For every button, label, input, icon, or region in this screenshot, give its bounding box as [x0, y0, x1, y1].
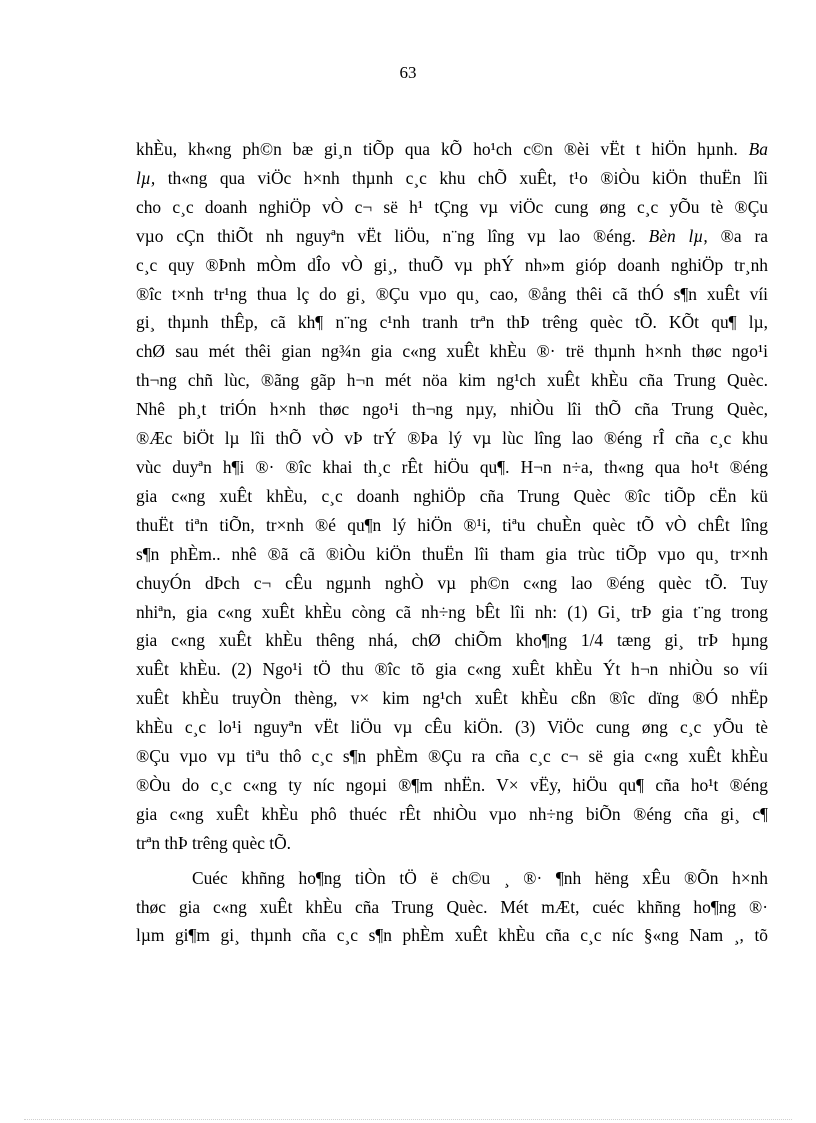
text-line: [136, 598, 768, 627]
text-segment: nhiªn, gia c«ng xuÊt khÈu còng cã nh÷ng bÊt lîi nh: (1) Gi¸ trÞ gia t¨ng trong: [136, 601, 768, 622]
text-segment: lµ,: [136, 167, 156, 188]
text-segment: ®Æc biÖt lµ lîi thÕ vÒ vÞ trÝ ®Þa lý vµ lùc lîng lao ®éng rÎ cña c¸c khu: [136, 428, 768, 449]
text-segment: ®Çu vµo vµ tiªu thô c¸c s¶n phÈm ®Çu ra cña c¸c c¬ së gia c«ng xuÊt khÈu: [136, 746, 768, 767]
paragraph-1: [136, 135, 768, 858]
text-segment: lµm gi¶m gi¸ thµnh cña c¸c s¶n phÈm xuÊt khÈu cña c¸c níc §«ng Nam ¸, tõ: [136, 925, 768, 946]
text-line: [136, 626, 768, 655]
text-line: [136, 771, 768, 800]
text-segment: khÈu, kh«ng ph©n bæ gi¸n tiÕp qua kÕ ho¹ch c©n ®èi vËt t hiÖn hµnh.: [136, 139, 749, 159]
text-line: [136, 308, 768, 337]
text-segment: ®a ra: [707, 225, 768, 246]
text-line: [136, 864, 768, 893]
text-line: [136, 193, 768, 222]
text-segment: xuÊt khÈu truyÒn thèng, v× kim ng¹ch xuÊt khÈu cßn ®îc dïng ®Ó nhËp: [136, 688, 768, 709]
text-segment: Nhê ph¸t triÓn h×nh thøc ngo¹i th¬ng nµy, nhiÒu lîi thÕ cña Trung Quèc,: [136, 399, 768, 420]
text-line: [136, 713, 768, 742]
body-text: [136, 135, 768, 950]
text-line: [136, 540, 768, 569]
text-line: [136, 800, 768, 829]
paragraph-2: [136, 864, 768, 951]
text-segment: thøc gia c«ng xuÊt khÈu cña Trung Quèc. Mét mÆt, cuéc khñng ho¶ng ®·: [136, 896, 768, 917]
text-segment: s¶n phÈm.. nhê ®ã cã ®iÒu kiÖn thuËn lîi tham gia trùc tiÕp vµo qu¸ tr×nh: [136, 543, 768, 564]
text-segment: xuÊt khÈu. (2) Ngo¹i tÖ thu ®îc tõ gia c«ng xuÊt khÈu Ýt h¬n nhiÒu so víi: [136, 659, 768, 680]
text-segment: th«ng qua viÖc h×nh thµnh c¸c khu chÕ xuÊt, t¹o ®iÒu kiÖn thuËn lîi: [155, 167, 768, 188]
text-line: [136, 893, 768, 922]
page-bottom-rule: [24, 1119, 792, 1120]
text-line: [136, 135, 768, 164]
text-segment: gia c«ng xuÊt khÈu, c¸c doanh nghiÖp cña Trung Quèc ®îc tiÕp cËn kü: [136, 485, 768, 506]
text-segment: khÈu c¸c lo¹i nguyªn vËt liÖu vµ cÊu kiÖn. (3) ViÖc cung øng c¸c yÕu tè: [136, 717, 768, 738]
text-segment: gi¸ thµnh thÊp, cã kh¶ n¨ng c¹nh tranh trªn thÞ trêng quèc tÕ. KÕt qu¶ lµ,: [136, 312, 768, 333]
text-line: [136, 251, 768, 280]
text-segment: gia c«ng xuÊt khÈu thêng nhá, chØ chiÕm kho¶ng 1/4 tæng gi¸ trÞ hµng: [136, 630, 768, 651]
text-line: [136, 164, 768, 193]
text-segment: vùc duyªn h¶i ®· ®îc khai th¸c rÊt hiÖu qu¶. H¬n n÷a, th«ng qua ho¹t ®éng: [136, 456, 768, 477]
text-segment: gia c«ng xuÊt khÈu phô thuéc rÊt nhiÒu vµo nh÷ng biÕn ®éng cña gi¸ c¶: [136, 803, 768, 824]
text-segment: thuËt tiªn tiÕn, tr×nh ®é qu¶n lý hiÖn ®¹i, tiªu chuÈn quèc tÕ vÒ chÊt lîng: [136, 514, 768, 535]
text-line: [136, 453, 768, 482]
text-line: [136, 280, 768, 309]
text-line: [136, 482, 768, 511]
text-segment: cho c¸c doanh nghiÖp vÒ c¬ së h¹ tÇng vµ viÖc cung øng c¸c yÕu tè ®Çu: [136, 196, 768, 217]
text-line: [136, 569, 768, 598]
text-segment: chuyÓn dÞch c¬ cÊu ngµnh nghÒ vµ ph©n c«ng lao ®éng quèc tÕ. Tuy: [136, 572, 768, 593]
text-segment: ®îc t×nh tr¹ng thua lç do gi¸ ®Çu vµo qu¸ cao, ®ång thêi cã thÓ s¶n xuÊt víi: [136, 283, 768, 304]
text-line: [136, 742, 768, 771]
text-segment: vµo cÇn thiÕt nh nguyªn vËt liÖu, n¨ng lîng vµ lao ®éng.: [136, 225, 649, 246]
text-segment: Ba: [748, 139, 768, 159]
text-segment: chØ sau mét thêi gian ng¾n gia c«ng xuÊt khÈu ®· trë thµnh h×nh thøc ngo¹i: [136, 341, 768, 362]
text-line: [136, 684, 768, 713]
text-line: [136, 424, 768, 453]
text-line: [136, 655, 768, 684]
text-line: [136, 829, 768, 858]
text-line: [136, 222, 768, 251]
text-line: [136, 511, 768, 540]
text-line: [136, 921, 768, 950]
text-segment: Cuéc khñng ho¶ng tiÒn tÖ ë ch©u ¸ ®· ¶nh hëng xÊu ®Õn h×nh: [192, 867, 768, 888]
page-number: 63: [399, 63, 417, 82]
text-line: [136, 366, 768, 395]
text-segment: th¬ng chñ lùc, ®ãng gãp h¬n mét nöa kim ng¹ch xuÊt khÈu cña Trung Quèc.: [136, 370, 768, 391]
text-segment: c¸c quy ®Þnh mÒm dÎo vÒ gi¸, thuÕ vµ phÝ nh»m gióp doanh nghiÖp tr¸nh: [136, 254, 768, 275]
text-segment: trªn thÞ trêng quèc tÕ.: [136, 832, 292, 853]
text-segment: Bèn lµ,: [648, 225, 708, 246]
text-segment: ®Òu do c¸c c«ng ty níc ngoµi ®¶m nhËn. V× vËy, hiÖu qu¶ cña ho¹t ®éng: [136, 774, 768, 795]
text-line: [136, 395, 768, 424]
text-line: [136, 337, 768, 366]
